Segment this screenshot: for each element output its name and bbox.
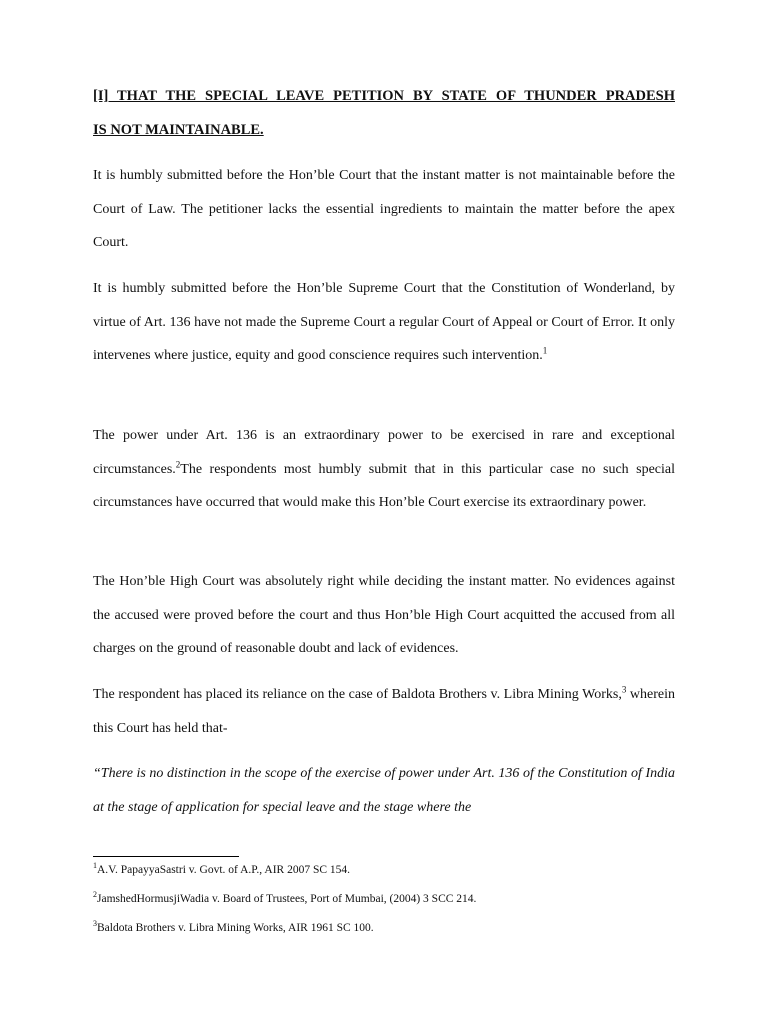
footnote-ref-3[interactable]: 3: [621, 684, 627, 695]
paragraph-5: [93, 678, 675, 745]
footnote-1-number: 1: [93, 861, 97, 871]
paragraph-5-text-b: wherein this Court has held that-: [93, 687, 675, 736]
paragraph-1: [93, 159, 675, 260]
footnote-ref-1[interactable]: 1: [542, 345, 548, 356]
quoted-paragraph: [93, 757, 675, 824]
footnote-1: [93, 863, 693, 877]
paragraph-1-text: It is humbly submitted before the Hon’ble Court that the instant matter is not maintainable before the Court of Law. The petitioner lacks the essential ingredients to maintain the matter before the apex Court.: [93, 168, 675, 250]
quoted-paragraph-text: “There is no distinction in the scope of the exercise of power under Art. 136 of the Constitution of India at the stage of application for special leave and the stage where the: [93, 766, 675, 815]
footnote-3-text: Baldota Brothers v. Libra Mining Works, AIR 1961 SC 100.: [97, 922, 374, 934]
paragraph-3-text-b: The respondents most humbly submit that in this particular case no such special circumstances have occurred that would make this Hon’ble Court exercise its extraordinary power.: [93, 461, 675, 510]
paragraph-4: [93, 565, 675, 666]
footnote-3: [93, 921, 693, 935]
section-heading-line-1: [I] THAT THE SPECIAL LEAVE PETITION BY STATE OF THUNDER PRADESH: [93, 88, 675, 104]
paragraph-3: [93, 419, 675, 520]
paragraph-2-text: It is humbly submitted before the Hon’ble Supreme Court that the Constitution of Wonderland, by virtue of Art. 136 have not made the Supreme Court a regular Court of Appeal or Court of Error. It only intervenes where justice, equity and good conscience requires such intervention.: [93, 281, 675, 363]
paragraph-2: [93, 272, 675, 373]
paragraph-4-text: The Hon’ble High Court was absolutely right while deciding the instant matter. No evidences against the accused were proved before the court and thus Hon’ble High Court acquitted the accused from all charges on the ground of reasonable doubt and lack of evidences.: [93, 574, 675, 656]
footnote-1-text: A.V. PapayyaSastri v. Govt. of A.P., AIR 2007 SC 154.: [97, 864, 351, 876]
paragraph-5-text-a: The respondent has placed its reliance on the case of Baldota Brothers v. Libra Mining Works,: [93, 687, 622, 702]
footnote-2: [93, 892, 693, 906]
footnote-2-number: 2: [93, 890, 97, 900]
footnote-separator: [93, 856, 239, 857]
paragraph-3-text-a: The power under Art. 136 is an extraordinary power to be exercised in rare and exceptional circumstances.: [93, 428, 675, 477]
footnote-ref-2[interactable]: 2: [175, 458, 181, 469]
footnote-3-number: 3: [93, 919, 97, 929]
section-heading-line-2: IS NOT MAINTAINABLE.: [93, 122, 264, 138]
footnote-2-text: JamshedHormusjiWadia v. Board of Trustees, Port of Mumbai, (2004) 3 SCC 214.: [97, 893, 477, 905]
